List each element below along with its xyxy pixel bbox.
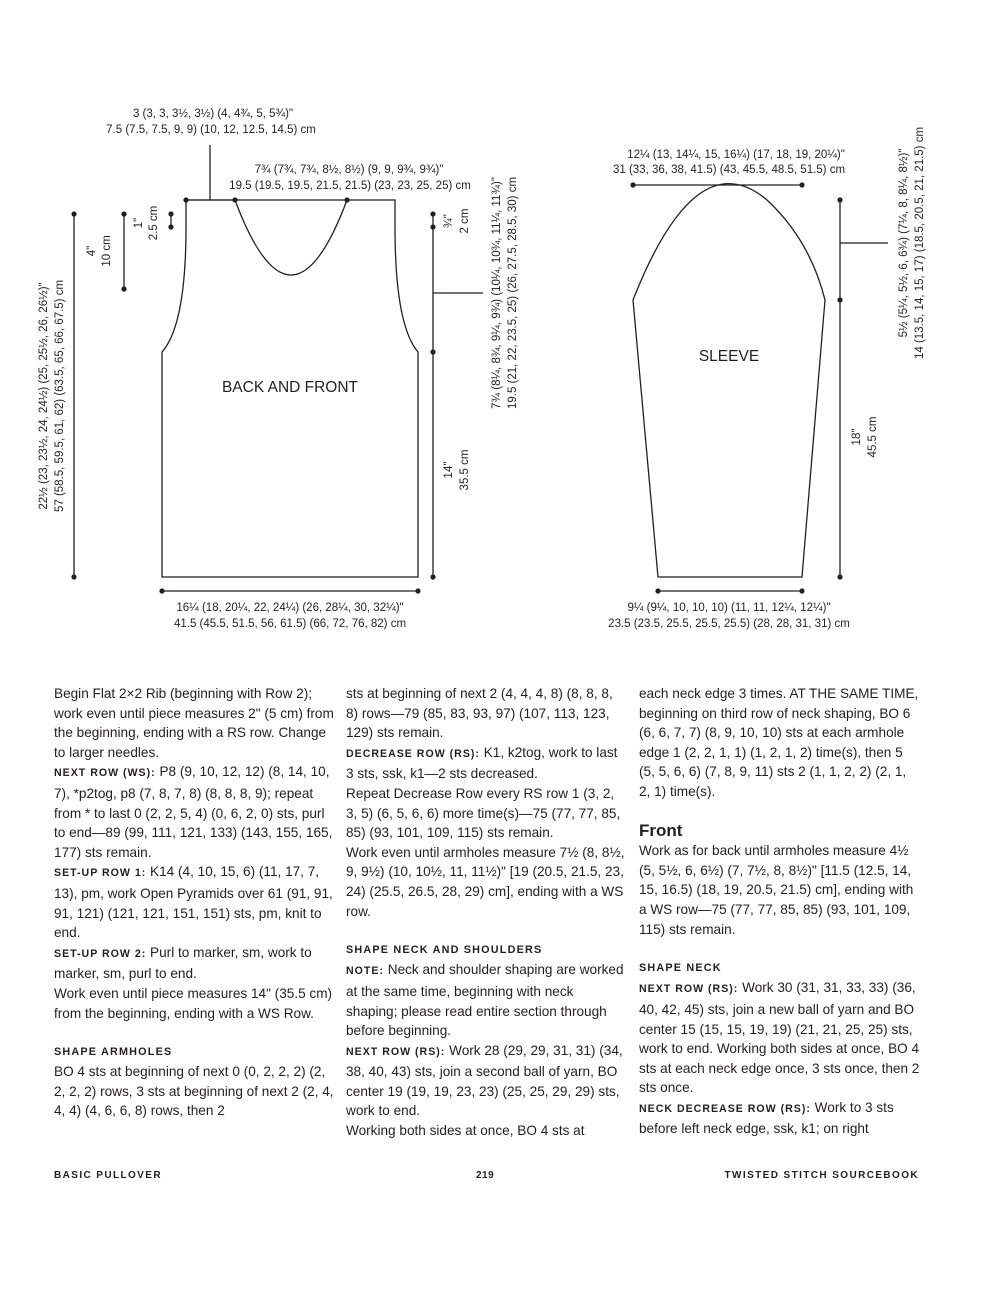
paragraph: sts at beginning of next 2 (4, 4, 4, 8) (8, 8, 8, 8) rows—79 (85, 83, 93, 97) (107, 113, 123, 129) sts remain. <box>346 686 613 741</box>
armhole-depth-cm: 19.5 (21, 22, 23.5, 25) (26, 27.5, 28.5, 30) cm <box>507 176 519 410</box>
shoulder-slope-in: ¾" <box>443 214 455 228</box>
paragraph: Working both sides at once, BO 4 sts at <box>346 1123 585 1139</box>
armhole-depth-in: 7¾ (8¼, 8¾, 9¼, 9¾) (10¼, 10¾, 11¼, 11¾)" <box>491 177 503 409</box>
paragraph: NEXT ROW (WS): P8 (9, 10, 12, 12) (8, 14, 10, 7), *p2tog, p8 (7, 8, 7, 8) (8, 8, 8, 9); repeat from * to last 0 (2, 2, 5, 4) (0, 6, 2, 0) sts, purl to end—89 (99, 111, 121, 133) (143, 155, 165, 177) sts remain. <box>54 764 333 860</box>
paragraph: SET-UP ROW 1: K14 (4, 10, 15, 6) (11, 17, 7, 13), pm, work Open Pyramids over 61 (91, 91, 91, 121) (121, 121, 151, 151) sts, pm, knit to end. <box>54 864 333 941</box>
side-length-in: 14" <box>443 461 455 479</box>
section-heading: SHAPE ARMHOLES <box>54 1045 173 1058</box>
side-length-cm: 35.5 cm <box>459 449 471 491</box>
cap-height-in: 5½ (5¼, 5½, 6, 6¾) (7¼, 8, 8¼, 8½)" <box>898 148 910 338</box>
paragraph: Work even until piece measures 14" (35.5 cm) from the beginning, ending with a WS Row. <box>54 985 333 1021</box>
cuff-width-in: 9¼ (9¼, 10, 10, 10) (11, 11, 12¼, 12¼)" <box>627 602 831 614</box>
total-length-cm: 57 (58.5, 59.5, 61, 62) (63.5, 65, 66, 67.5) cm <box>54 279 66 513</box>
paragraph: NOTE: Neck and shoulder shaping are worked at the same time, beginning with neck shaping; please read entire section through before beginning. <box>346 962 624 1039</box>
front-neck-depth-in: 4" <box>86 245 98 257</box>
sleeve-length-cm: 45.5 cm <box>867 416 879 458</box>
body-label: BACK AND FRONT <box>221 379 359 396</box>
text-column-2 <box>346 684 628 1141</box>
section-heading: SHAPE NECK AND SHOULDERS <box>346 943 543 956</box>
back-neck-depth-cm: 2.5 cm <box>148 205 160 241</box>
neck-width-in: 7¾ (7¾, 7¾, 8½, 8½) (9, 9, 9¾, 9¾)" <box>254 164 444 176</box>
sleeve-outline <box>633 184 825 577</box>
text-column-3 <box>639 684 921 1139</box>
section-heading: SHAPE NECK <box>639 961 722 974</box>
cap-height-cm: 14 (13.5, 14, 15, 17) (18.5, 20.5, 21, 21.5) cm <box>914 126 926 360</box>
paragraph: Work as for back until armholes measure 4½ (5, 5½, 6, 6½) (7, 7½, 8, 8½)" [11.5 (12.5, 14, 15, 16.5) (18, 19, 20.5, 21.5) cm], ending with a WS row—75 (77, 77, 85, 85) (93, 101, 109, 115) sts remain. <box>639 843 914 937</box>
paragraph: Work even until armholes measure 7½ (8, 8½, 9, 9½) (10, 10½, 11, 11½)" [19 (20.5, 21.5, 23, 24) (25.5, 26.5, 28, 29) cm], ending with a WS row. <box>346 844 625 919</box>
upper-arm-cm: 31 (33, 36, 38, 41.5) (43, 45.5, 48.5, 51.5) cm <box>612 164 846 176</box>
cuff-width-cm: 23.5 (23.5, 25.5, 25.5, 25.5) (28, 28, 31, 31) cm <box>608 618 850 630</box>
back-neck-depth-in: 1" <box>133 217 145 229</box>
body-width-cm: 41.5 (45.5, 51.5, 56, 61.5) (66, 72, 76, 82) cm <box>173 618 407 630</box>
paragraph: SET-UP ROW 2: Purl to marker, sm, work to marker, sm, purl to end. <box>54 944 312 982</box>
footer-book-title: TWISTED STITCH SOURCEBOOK <box>724 1170 919 1181</box>
paragraph: NEXT ROW (RS): Work 30 (31, 31, 33, 33) (36, 40, 42, 45) sts, join a new ball of yarn and BO center 15 (15, 15, 19, 19) (21, 21, 25, 25) sts, work to end. Working both sides at once, BO 4 sts at each neck edge once, 3 sts once, then 2 sts once. <box>639 980 920 1096</box>
shoulder-width-cm: 7.5 (7.5, 7.5, 9, 9) (10, 12, 12.5, 14.5) cm <box>106 124 316 136</box>
paragraph: DECREASE ROW (RS): K1, k2tog, work to last 3 sts, ssk, k1—2 sts decreased. <box>346 744 618 782</box>
front-neck-depth-cm: 10 cm <box>101 235 113 267</box>
shoulder-width-in: 3 (3, 3, 3½, 3½) (4, 4¾, 5, 5¾)" <box>132 108 294 120</box>
subsection-heading: Front <box>639 821 683 841</box>
paragraph: each neck edge 3 times. AT THE SAME TIME, beginning on third row of neck shaping, BO 6 (6, 6, 7, 7) (8, 9, 10, 10) sts at each armhole edge 1 (2, 2, 1, 1) (1, 2, 1, 2) time(s), then 5 (5, 5, 6, 6) (7, 8, 9, 11) sts 2 (1, 1, 2, 2) (2, 1, 2, 1) time(s). <box>639 686 919 799</box>
total-length-in: 22½ (23, 23½, 24, 24½) (25, 25½, 26, 26½)" <box>38 282 50 510</box>
page-number: 219 <box>476 1170 495 1181</box>
shoulder-slope-cm: 2 cm <box>459 208 471 234</box>
body-width-in: 16¼ (18, 20¼, 22, 24¼) (26, 28¼, 30, 32¼)" <box>176 602 404 614</box>
paragraph: Begin Flat 2×2 Rib (beginning with Row 2); work even until piece measures 2" (5 cm) from the beginning, ending with a RS row. Change to larger needles. <box>54 686 334 760</box>
paragraph: Repeat Decrease Row every RS row 1 (3, 2, 3, 5) (6, 5, 6, 6) more time(s)—75 (77, 77, 85, 85) (93, 101, 109, 115) sts remain. <box>346 785 621 841</box>
footer-section-title: BASIC PULLOVER <box>54 1170 162 1181</box>
neck-width-cm: 19.5 (19.5, 19.5, 21.5, 21.5) (23, 23, 25, 25) cm <box>229 180 471 192</box>
sleeve-label: SLEEVE <box>698 348 760 365</box>
sleeve-length-in: 18" <box>851 428 863 446</box>
paragraph: NEXT ROW (RS): Work 28 (29, 29, 31, 31) (34, 38, 40, 43) sts, join a second ball of yarn, BO center 19 (19, 19, 23, 23) (25, 25, 29, 29) sts, work to end. <box>346 1042 623 1119</box>
upper-arm-in: 12¼ (13, 14¼, 15, 16¼) (17, 18, 19, 20¼)" <box>627 149 845 161</box>
paragraph: BO 4 sts at beginning of next 0 (0, 2, 2, 2) (2, 2, 2, 2) rows, 3 sts at beginning of next 2 (2, 4, 4, 4) (4, 6, 6, 8) rows, then 2 <box>54 1064 334 1119</box>
text-column-1 <box>54 684 336 1121</box>
paragraph: NECK DECREASE ROW (RS): Work to 3 sts before left neck edge, ssk, k1; on right <box>639 1099 894 1137</box>
